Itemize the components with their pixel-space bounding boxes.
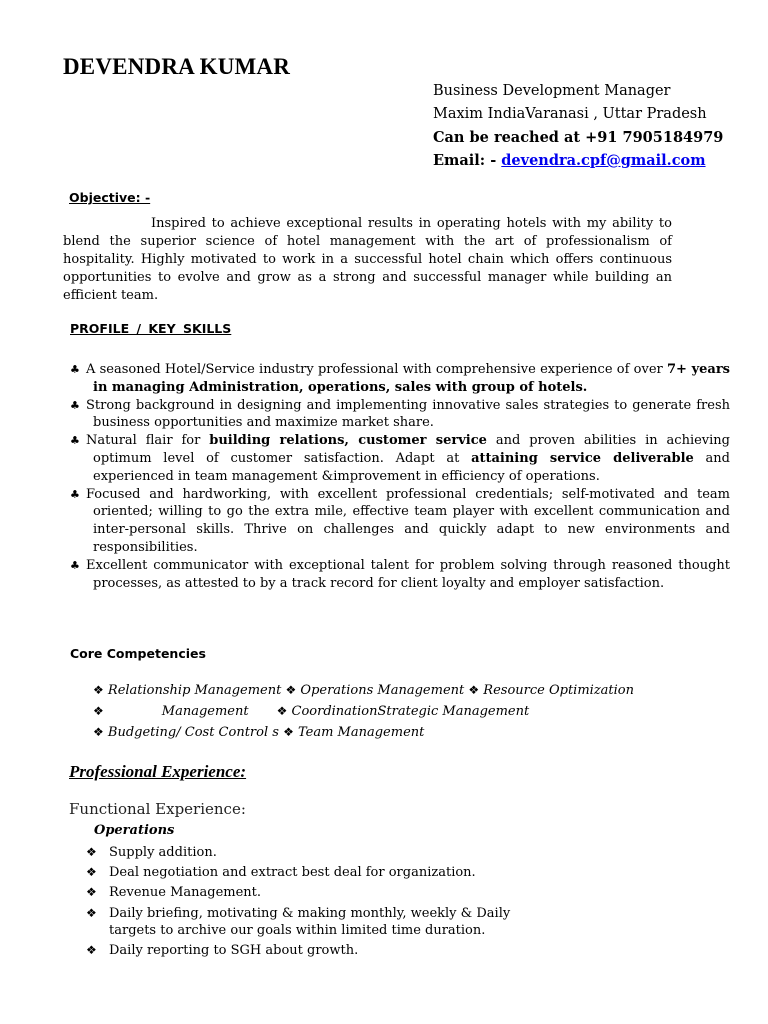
operations-list — [86, 844, 526, 962]
operations-item: Daily briefing, motivating & making monthly, weekly & Daily targets to archive our goals within limited time duration. — [109, 905, 511, 938]
competency: Team Management — [297, 725, 425, 740]
list-item — [86, 844, 526, 861]
phone: Can be reached at +91 7905184979 — [433, 129, 724, 146]
diamond-bullet-icon: ❖ — [93, 704, 104, 718]
list-item — [86, 905, 526, 939]
diamond-bullet-icon: ❖ — [283, 725, 294, 739]
job-title: Business Development Manager — [433, 83, 671, 99]
skills-list — [70, 361, 730, 592]
operations-item: Revenue Management. — [109, 885, 262, 901]
objective-body: Inspired to achieve exceptional results in operating hotels with my ability to blend the superior science of hotel management with the art of professionalism of hospitality. Highly motivated to work in a successful hotel chain which offers continuous opportunities to evolve and grow as a strong and successful manager while building an efficient team. — [63, 216, 672, 303]
skill-text: and experienced in team management &improvement in efficiency of operations. — [93, 450, 730, 484]
diamond-bullet-icon: ❖ — [86, 865, 97, 880]
list-item — [86, 884, 526, 901]
operations-subheading: Operations — [94, 823, 175, 838]
list-item — [70, 361, 730, 397]
diamond-bullet-icon: ❖ — [276, 704, 288, 718]
competency: Relationship Management — [107, 683, 282, 698]
competency: Management — [161, 704, 249, 719]
skill-text: A seasoned Hotel/Service industry professional with comprehensive experience of over — [86, 362, 667, 377]
email-line — [433, 149, 723, 172]
diamond-bullet-icon: ❖ — [285, 683, 297, 697]
email-label: Email: - — [433, 152, 502, 169]
professional-experience-heading: Professional Experience: — [69, 762, 247, 781]
diamond-bullet-icon: ❖ — [86, 845, 97, 859]
skill-highlight: building relations, customer service — [209, 433, 487, 449]
club-bullet-icon: ♣ — [70, 398, 80, 412]
functional-experience-heading: Functional Experience: — [69, 800, 246, 818]
diamond-bullet-icon: ❖ — [468, 683, 480, 697]
core-competencies-heading: Core Competencies — [70, 646, 206, 661]
skill-text: Excellent communicator with exceptional talent for problem solving through reasoned thought processes, as attested to by a track record for client loyalty and employer satisfaction. — [86, 557, 730, 591]
diamond-bullet-icon: ❖ — [93, 683, 104, 697]
core-competencies-list — [93, 680, 653, 743]
list-item — [93, 701, 653, 722]
competency: Budgeting/ Cost Control s — [107, 725, 279, 740]
competency: CoordinationStrategic Management — [291, 704, 530, 719]
skill-highlight: attaining service deliverable — [471, 450, 694, 466]
list-item — [70, 486, 730, 557]
club-bullet-icon: ♣ — [70, 487, 80, 501]
diamond-bullet-icon: ❖ — [86, 885, 97, 900]
operations-item: Supply addition. — [109, 845, 217, 860]
list-item — [70, 432, 730, 485]
list-item — [86, 942, 526, 959]
list-item — [70, 397, 730, 433]
objective-heading: Objective: - — [69, 190, 151, 205]
club-bullet-icon: ♣ — [70, 558, 80, 572]
profile-heading: PROFILE / KEY SKILLS — [70, 321, 232, 336]
club-bullet-icon: ♣ — [70, 434, 80, 448]
competency: Resource Optimization — [483, 683, 634, 698]
operations-item: Daily reporting to SGH about growth. — [109, 942, 359, 958]
diamond-bullet-icon: ❖ — [93, 725, 104, 739]
diamond-bullet-icon: ❖ — [86, 942, 97, 957]
skill-text: Strong background in designing and implementing innovative sales strategies to generate fresh business opportunities and maximize market share. — [86, 397, 730, 431]
operations-item: Deal negotiation and extract best deal for organization. — [109, 865, 476, 881]
email-link[interactable]: devendra.cpf@gmail.com — [501, 152, 706, 169]
diamond-bullet-icon: ❖ — [86, 905, 97, 920]
list-item — [86, 864, 526, 881]
objective-text — [63, 215, 672, 305]
competency: Operations Management — [300, 683, 465, 698]
list-item — [70, 557, 730, 593]
location: Maxim IndiaVaranasi , Uttar Pradesh — [433, 106, 707, 122]
skill-text: Natural flair for — [86, 433, 210, 449]
club-bullet-icon: ♣ — [70, 363, 80, 376]
list-item — [93, 722, 653, 743]
candidate-name: DEVENDRA KUMAR — [63, 54, 291, 79]
skill-highlight: 7+ years in managing Administration, operations, sales with group of hotels. — [93, 362, 730, 395]
list-item — [93, 680, 653, 701]
skill-text: Focused and hardworking, with excellent professional credentials; self-motivated and team oriented; willing to go the extra mile, effective team player with excellent communication and inter-personal skills. Thrive on challenges and quickly adapt to new environments and responsibilities. — [86, 486, 730, 555]
contact-block — [433, 80, 723, 172]
skill-text: and proven abilities in achieving optimum level of customer satisfaction. Adapt at — [93, 433, 730, 466]
